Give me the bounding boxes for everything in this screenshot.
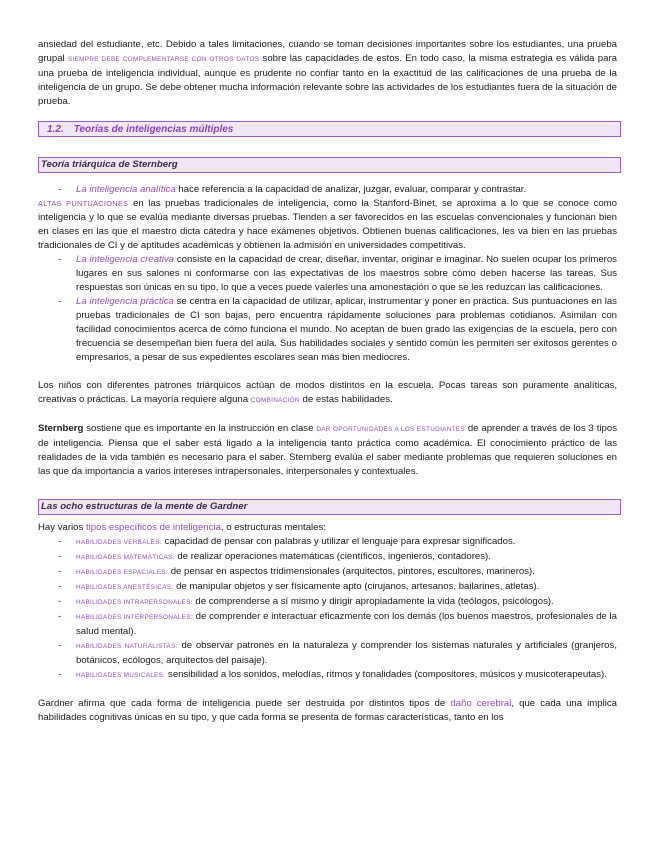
item-label: HABILIDADES MATEMÁTICAS: [76,554,175,561]
bullet-dash: - [58,296,62,307]
item-text: de realizar operaciones matemáticas (científicos, ingenieros, contadores). [174,551,491,562]
item-text: de comprender e interactuar eficazmente con los demás (los buenos maestros, profesionales de la salud mental). [76,611,618,637]
item-text: de manipular objetos y ser físicamente apto (cirujanos, artesanos, bailarines, atletas). [173,581,540,592]
item-label: HABILIDADES NATURALISTAS: [76,643,178,650]
list-item [38,668,617,683]
bullet-practica [38,295,617,365]
list-item [38,550,617,565]
term-practica: La inteligencia práctica [76,296,174,307]
term-analitica: La inteligencia analítica [76,184,176,195]
bullet-dash: - [58,669,62,680]
text-analitica: hace referencia a la capacidad de analizar, juzgar, evaluar, comparar y contrastar. [175,184,527,195]
bullet-dash: - [58,551,62,562]
item-label: HABILIDADES INTERPERSONALES: [76,614,193,621]
text-practica: se centra en la capacidad de utilizar, aplicar, instrumentar y poner en práctica. Sus puntuaciones en las pruebas tradicionales de CI son bajas, pero encuentra rápidamente soluciones para problemas cotidianos. Asimilan con facilidad conocimientos acerca de cómo funciona el mundo. No aceptan de buen grado las exigencias de la escuela, pero con frecuencia se desempeñan bien fuera del aula. Sus habilidades sociales y sentido común les permiten ser exitosos gerentes o empresarios, a pesar de sus expedientes escolares sean más bien mediocres. [76,296,617,363]
bullet-dash: - [58,566,62,577]
final-text-b: , que cada una implica habilidades cognitivas únicas en su tipo, y que cada forma se presenta de formas características, tanto en los [38,698,618,723]
bullet-dash: - [58,184,62,195]
gardner-intro-a: Hay varios [38,522,86,533]
altas-paragraph [38,197,617,253]
instruccion-paragraph [38,422,617,479]
item-label: HABILIDADES MUSICALES: [76,672,166,679]
item-text: de pensar en aspectos tridimensionales (arquitectos, pintores, escultores, marineros). [168,566,535,577]
bullet-creativa [38,253,617,295]
item-label: HABILIDADES ANESTÉSICAS: [76,584,174,591]
intro-text-a: ansiedad del estudiante, etc. Debido a tales limitaciones, cuando se toman decisiones importantes sobre los estudiantes, una prueba grupal [38,39,617,64]
list-item [38,565,617,580]
intro-text-b: sobre las capacidades de estos. En todo caso, la misma estrategia es válida para una prueba de inteligencia individual, aunque es prudente no confiar tanto en la exactitud de las calificaciones de una prueba de la inteligencia de un grupo. Se debe obtener mucha información relevante sobre las actividades de los estudiantes fuera de la situación de prueba. [38,53,617,107]
bullet-dash: - [58,581,62,592]
item-label: HABILIDADES ESPACIALES: [76,569,169,576]
list-item [38,535,617,550]
bullet-dash: - [58,611,62,622]
item-text: sensibilidad a los sonidos, melodías, ritmos y tonalidades (compositores, músicos y musicoterapeutas). [165,669,607,680]
final-text-a: Gardner afirma que cada forma de inteligencia puede ser destruida por distintos tipos de [38,698,451,709]
gardner-intro-link[interactable]: tipos específicos de inteligencia [85,522,221,533]
intro-paragraph [38,38,617,109]
instruccion-text-a: sostiene que es importante en la instrucción en clase [83,423,317,434]
term-creativa: La inteligencia creativa [76,254,174,265]
list-item [38,610,617,639]
section-number: 1.2. [47,124,64,135]
list-item [38,639,617,668]
ninos-text-a: Los niños con diferentes patrones triárquicos actúan de modos distintos en la escuela. Pocas tareas son puramente analíticas, creativas o prácticas. La mayoría requiere alguna [38,380,617,405]
item-text: capacidad de pensar con palabras y utilizar el lenguaje para expresar significados. [161,536,516,547]
bullet-dash: - [58,536,62,547]
item-label: HABILIDADES INTRAPERSONALES: [76,599,193,606]
bullet-dash: - [58,254,62,265]
ninos-paragraph [38,379,617,408]
item-label: HABILIDADES VERBALES: [76,539,162,546]
sternberg-heading: Teoría triárquica de Sternberg [38,157,621,173]
item-text: de comprenderse a sí mismo y dirigir apropiadamente la vida (teólogos, psicólogos). [192,596,554,607]
text-creativa: consiste en la capacidad de crear, diseñar, inventar, originar e imaginar. No suelen ocupar los primeros lugares en sus salones ni conformarse con las expectativas de los maestros sobre cómo deben hacerse las tareas. Sus respuestas son únicas en su tipo, lo que a veces puede valerles una amonestación o que se les reduzcan las calificaciones. [76,254,617,293]
altas-highlight: ALTAS PUNTUACIONES [38,199,129,208]
bullet-dash: - [58,640,62,651]
list-item [38,580,617,595]
instruccion-text-b: de aprender a través de los 3 tipos de inteligencia. Piensa que el saber está ligado a la inteligencia tanto práctica como académica. El conocimiento práctico de las realidades de la vida también es necesario para el saber. Sternberg evalúa el saber mediante problemas que requieren soluciones en las que da importancia a varios intereses intrapersonales, interpersonales y contextuales. [38,423,617,477]
gardner-list [38,535,617,683]
gardner-intro [38,521,617,535]
ninos-highlight: COMBINACIÓN [250,397,300,404]
final-link[interactable]: daño cerebral [450,698,512,709]
gardner-final-paragraph [38,697,617,725]
bullet-analitica [38,183,617,197]
section-title: Teorías de inteligencias múltiples [73,124,234,135]
section-heading [38,121,621,137]
list-item [38,595,617,610]
item-text: de observar patrones en la naturaleza y comprender los sistemas naturales y artificiales (granjeros, botánicos, ecólogos, arquitectos del paisaje). [76,640,617,666]
sternberg-name: Sternberg [38,423,84,434]
bullet-dash: - [58,596,62,607]
gardner-intro-b: , o estructuras mentales: [220,522,326,533]
intro-highlight: SIEMPRE DEBE COMPLEMENTARSE CON OTROS DATOS [67,56,260,63]
instruccion-highlight: DAR OPORTUNIDADES A LOS ESTUDIANTES [316,426,465,433]
altas-text: en las pruebas tradicionales de inteligencia, como la Stanford-Binet, se aproxima a lo que se conoce como inteligencia y lo que se evalúa mediante diversas pruebas. Tienden a ser favorecidos en las escuelas convencionales y funcionan bien en clases en las que el maestro dicta cátedra y hace exámenes objetivos. Obtienen buenas calificaciones, les va bien en las pruebas tradicionales de CI y de aptitudes académicas y obtienen la admisión en universidades competitivas. [38,198,618,251]
gardner-heading: Las ocho estructuras de la mente de Gardner [38,499,621,515]
ninos-text-b: de estas habilidades. [299,394,393,405]
